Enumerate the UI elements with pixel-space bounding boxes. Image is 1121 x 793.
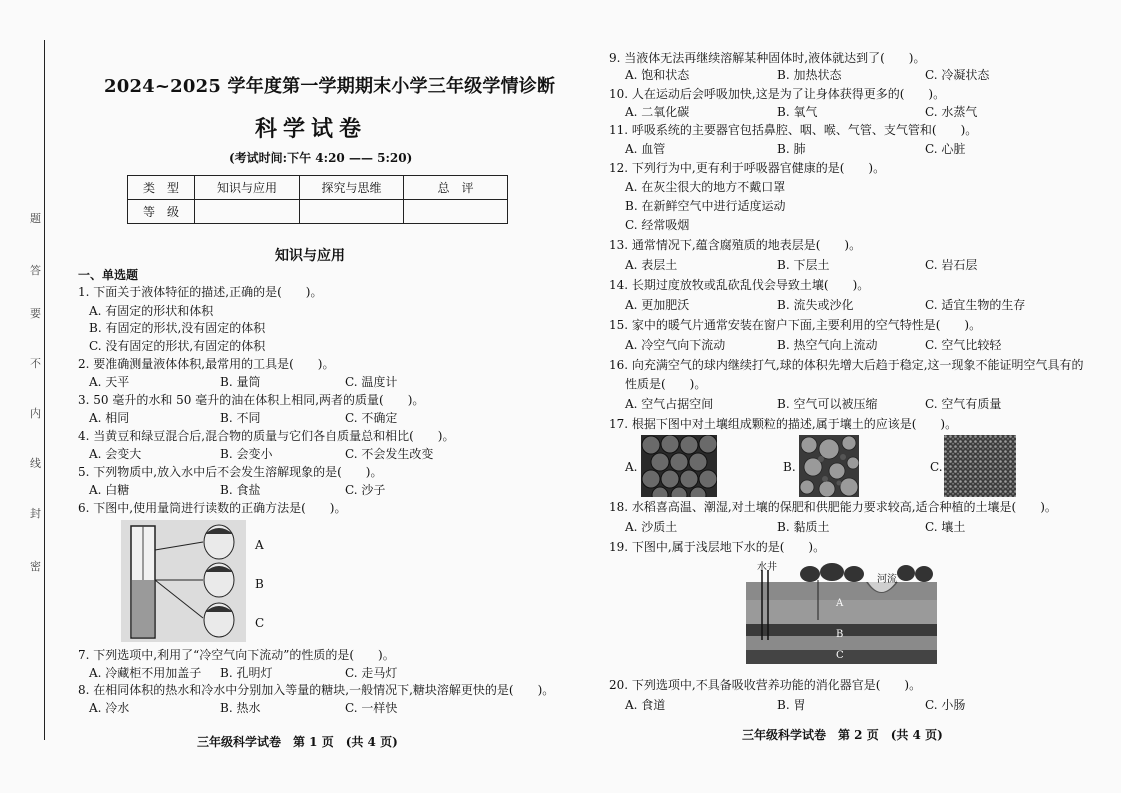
question-19: 19. 下图中,属于浅层地下水的是( )。 — [609, 540, 826, 554]
option-b: B. 孔明灯 — [220, 666, 273, 680]
soil-mixed-particles-image — [799, 435, 859, 497]
option-b: B. 热空气向上流动 — [777, 338, 878, 352]
page-footer-right: 三年级科学试卷 第 2 页 (共 4 页) — [742, 728, 943, 742]
option-b: B. 在新鲜空气中进行适度运动 — [625, 199, 786, 213]
layer-c-label: C — [836, 650, 844, 661]
option-c: C. 冷凝状态 — [925, 68, 990, 82]
option-c: C. 没有固定的形状,有固定的体积 — [89, 339, 266, 353]
binding-line — [44, 40, 45, 740]
score-table-cell — [300, 200, 404, 224]
option-c: C. 沙子 — [345, 483, 386, 497]
option-a: A. 冷藏柜不用加盖子 — [89, 666, 202, 680]
question-14: 14. 长期过度放牧或乱砍乱伐会导致土壤( )。 — [609, 278, 870, 292]
layer-a-label: A — [836, 598, 844, 609]
option-c: C. 不会发生改变 — [345, 447, 434, 461]
question-11: 11. 呼吸系统的主要器官包括鼻腔、咽、喉、气管、支气管和( )。 — [609, 123, 978, 137]
option-c: C. 壤土 — [925, 520, 966, 534]
seal-char: 内 — [30, 407, 41, 420]
option-a: A. 会变大 — [89, 447, 142, 461]
score-table-cell: 知识与应用 — [195, 176, 300, 200]
option-a: A. 血管 — [625, 142, 666, 156]
option-a: A. 有固定的形状和体积 — [89, 304, 214, 318]
option-b: B. 加热状态 — [777, 68, 842, 82]
score-table-cell: 类 型 — [128, 176, 195, 200]
option-c: C. 一样快 — [345, 701, 398, 715]
figure-label-b: B — [255, 577, 264, 591]
question-4: 4. 当黄豆和绿豆混合后,混合物的质量与它们各自质量总和相比( )。 — [78, 429, 455, 443]
option-a: A. 更加肥沃 — [625, 298, 690, 312]
seal-char: 不 — [30, 357, 41, 370]
option-a: A. 表层土 — [625, 258, 678, 272]
question-1: 1. 下面关于液体特征的描述,正确的是( )。 — [78, 285, 323, 299]
option-b: B. 氧气 — [777, 105, 818, 119]
exam-time: (考试时间:下午 4:20 —— 5:20) — [229, 151, 413, 165]
question-18: 18. 水稻喜高温、潮湿,对土壤的保肥和供肥能力要求较高,适合种植的土壤是( )。 — [609, 500, 1057, 514]
soil-option-c-label: C. — [930, 460, 943, 474]
option-c: C. 岩石层 — [925, 258, 978, 272]
option-c: C. 不确定 — [345, 411, 398, 425]
seal-char: 题 — [30, 212, 41, 225]
question-15: 15. 家中的暖气片通常安装在窗户下面,主要利用的空气特性是( )。 — [609, 318, 982, 332]
seal-char: 线 — [30, 457, 41, 470]
option-a: A. 天平 — [89, 375, 130, 389]
exam-title: 2024~2025 学年度第一学期期末小学三年级学情诊断 — [104, 76, 556, 97]
subsection-title: 一、单选题 — [78, 268, 139, 282]
question-9: 9. 当液体无法再继续溶解某种固体时,液体就达到了( )。 — [609, 51, 926, 65]
question-16: 16. 向充满空气的球内继续打气,球的体积先增大后趋于稳定,这一现象不能证明空气具有的 — [609, 358, 1084, 372]
option-a: A. 冷空气向下流动 — [625, 338, 726, 352]
soil-option-b-label: B. — [783, 460, 796, 474]
score-table-cell: 总 评 — [404, 176, 508, 200]
option-c: C. 水蒸气 — [925, 105, 978, 119]
question-12: 12. 下列行为中,更有利于呼吸器官健康的是( )。 — [609, 161, 886, 175]
graduated-cylinder-figure — [121, 520, 246, 642]
option-a: A. 二氧化碳 — [625, 105, 690, 119]
question-13: 13. 通常情况下,蕴含腐殖质的地表层是( )。 — [609, 238, 862, 252]
option-b: B. 有固定的形状,没有固定的体积 — [89, 321, 266, 335]
option-b: B. 食盐 — [220, 483, 261, 497]
option-b: B. 黏质土 — [777, 520, 830, 534]
option-a: A. 相同 — [89, 411, 130, 425]
score-table-cell: 探究与思维 — [300, 176, 404, 200]
soil-option-a-label: A. — [625, 460, 638, 474]
option-c: C. 小肠 — [925, 698, 966, 712]
option-c: C. 空气有质量 — [925, 397, 1002, 411]
option-a: A. 饱和状态 — [625, 68, 690, 82]
seal-char: 密 — [30, 560, 41, 573]
option-b: B. 胃 — [777, 698, 806, 712]
question-16-continued: 性质是( )。 — [625, 377, 707, 391]
well-label: 水井 — [757, 562, 777, 573]
question-10: 10. 人在运动后会呼吸加快,这是为了让身体获得更多的( )。 — [609, 87, 946, 101]
question-7: 7. 下列选项中,利用了“冷空气向下流动”的性质的是( )。 — [78, 648, 395, 662]
option-c: C. 温度计 — [345, 375, 398, 389]
option-a: A. 白糖 — [89, 483, 130, 497]
option-b: B. 空气可以被压缩 — [777, 397, 878, 411]
question-20: 20. 下列选项中,不具备吸收营养功能的消化器官是( )。 — [609, 678, 922, 692]
option-c: C. 经常吸烟 — [625, 218, 690, 232]
option-b: B. 下层土 — [777, 258, 830, 272]
option-a: A. 冷水 — [89, 701, 130, 715]
option-c: C. 心脏 — [925, 142, 966, 156]
option-a: A. 沙质土 — [625, 520, 678, 534]
soil-large-particles-image — [641, 435, 717, 497]
score-table — [127, 175, 508, 224]
option-c: C. 走马灯 — [345, 666, 398, 680]
question-17: 17. 根据下图中对土壤组成颗粒的描述,属于壤土的应该是( )。 — [609, 417, 958, 431]
question-3: 3. 50 毫升的水和 50 毫升的油在体积上相同,两者的质量( )。 — [78, 393, 425, 407]
subject-title: 科学试卷 — [255, 116, 368, 142]
question-6: 6. 下图中,使用量筒进行读数的正确方法是( )。 — [78, 501, 347, 515]
question-5: 5. 下列物质中,放入水中后不会发生溶解现象的是( )。 — [78, 465, 383, 479]
river-label: 河流 — [877, 574, 897, 585]
score-table-cell: 等 级 — [128, 200, 195, 224]
option-b: B. 流失或沙化 — [777, 298, 854, 312]
seal-char: 答 — [30, 264, 41, 277]
option-b: B. 肺 — [777, 142, 806, 156]
option-c: C. 空气比较轻 — [925, 338, 1002, 352]
option-c: C. 适宜生物的生存 — [925, 298, 1026, 312]
seal-char: 封 — [30, 507, 41, 520]
option-b: B. 不同 — [220, 411, 261, 425]
option-b: B. 会变小 — [220, 447, 273, 461]
option-a: A. 空气占据空间 — [625, 397, 714, 411]
figure-label-c: C — [255, 616, 265, 630]
option-a: A. 在灰尘很大的地方不戴口罩 — [625, 180, 786, 194]
seal-char: 要 — [30, 307, 41, 320]
soil-fine-particles-image — [944, 435, 1016, 497]
score-table-cell — [195, 200, 300, 224]
option-b: B. 量筒 — [220, 375, 261, 389]
score-table-cell — [404, 200, 508, 224]
page-footer-left: 三年级科学试卷 第 1 页 (共 4 页) — [197, 735, 398, 749]
figure-label-a: A — [255, 538, 264, 552]
question-2: 2. 要准确测量液体体积,最常用的工具是( )。 — [78, 357, 335, 371]
section-title: 知识与应用 — [275, 248, 345, 264]
question-8: 8. 在相同体积的热水和冷水中分别加入等量的糖块,一般情况下,糖块溶解更快的是( )。 — [78, 683, 555, 697]
option-a: A. 食道 — [625, 698, 666, 712]
layer-b-label: B — [836, 629, 844, 640]
option-b: B. 热水 — [220, 701, 261, 715]
